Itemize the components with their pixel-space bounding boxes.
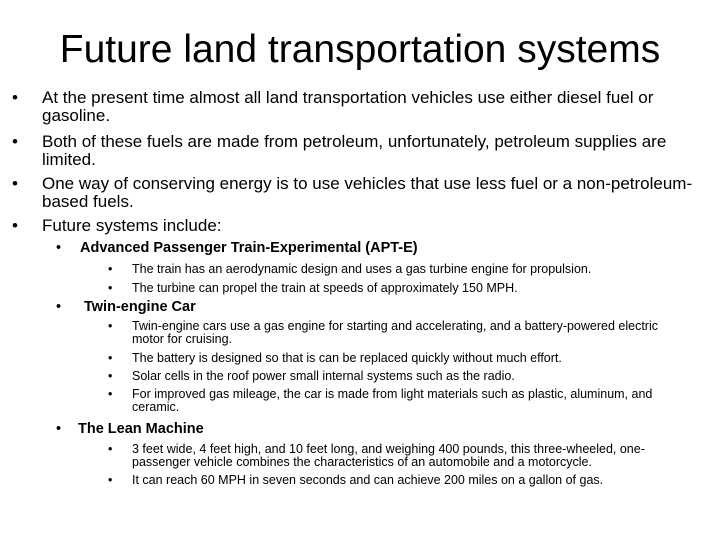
bullet-dot-icon: •: [108, 442, 113, 456]
detail-item: [108, 281, 692, 295]
bullet-dot-icon: •: [56, 299, 62, 315]
detail-item: [108, 262, 692, 276]
bullet-dot-icon: •: [108, 281, 113, 295]
bullet-dot-icon: •: [108, 387, 113, 401]
system-heading: [56, 421, 678, 438]
bullet-dot-icon: •: [12, 132, 18, 151]
detail-text: For improved gas mileage, the car is made from light materials such as plastic, aluminum, and ceramic.: [132, 387, 653, 414]
system-name: Advanced Passenger Train-Experimental (APT-E): [80, 240, 418, 256]
detail-text: 3 feet wide, 4 feet high, and 10 feet long, and weighing 400 pounds, this three-wheeled, one-passenger vehicle combines the characteristics of an automobile and a motorcycle.: [132, 442, 645, 469]
detail-item: [108, 319, 692, 346]
bullet-dot-icon: •: [108, 262, 113, 276]
bullet-dot-icon: •: [108, 319, 113, 333]
bullet-dot-icon: •: [12, 174, 18, 193]
bullet-text: Both of these fuels are made from petroleum, unfortunately, petroleum supplies are limited.: [42, 132, 667, 169]
detail-text: Twin-engine cars use a gas engine for starting and accelerating, and a battery-powered electric motor for cruising.: [132, 319, 658, 346]
bullet-text: At the present time almost all land transportation vehicles use either diesel fuel or gasoline.: [42, 88, 654, 125]
bullet-text: One way of conserving energy is to use vehicles that use less fuel or a non-petroleum-based fuels.: [42, 174, 693, 211]
detail-item: [108, 387, 692, 414]
detail-item: [108, 473, 692, 487]
bullet-item: [12, 132, 702, 169]
detail-text: The battery is designed so that is can be replaced quickly without much effort.: [132, 351, 562, 365]
detail-text: The train has an aerodynamic design and uses a gas turbine engine for propulsion.: [132, 262, 592, 276]
bullet-item: [12, 88, 702, 125]
bullet-dot-icon: •: [12, 216, 18, 235]
bullet-dot-icon: •: [56, 421, 62, 437]
bullet-dot-icon: •: [108, 351, 113, 365]
system-heading: [56, 299, 684, 316]
bullet-dot-icon: •: [108, 369, 113, 383]
detail-text: It can reach 60 MPH in seven seconds and can achieve 200 miles on a gallon of gas.: [132, 473, 604, 487]
system-name: Twin-engine Car: [84, 299, 196, 315]
detail-text: Solar cells in the roof power small internal systems such as the radio.: [132, 369, 515, 383]
detail-item: [108, 369, 692, 383]
bullet-dot-icon: •: [56, 240, 62, 256]
bullet-item: [12, 174, 702, 211]
detail-item: [108, 442, 692, 469]
slide-title: Future land transportation systems: [59, 28, 661, 71]
detail-text: The turbine can propel the train at speeds of approximately 150 MPH.: [132, 281, 518, 295]
system-heading: [56, 240, 680, 257]
detail-item: [108, 351, 692, 365]
bullet-item: [12, 216, 702, 235]
bullet-dot-icon: •: [108, 473, 113, 487]
system-name: The Lean Machine: [78, 421, 204, 437]
bullet-dot-icon: •: [12, 88, 18, 107]
bullet-text: Future systems include:: [42, 216, 222, 235]
